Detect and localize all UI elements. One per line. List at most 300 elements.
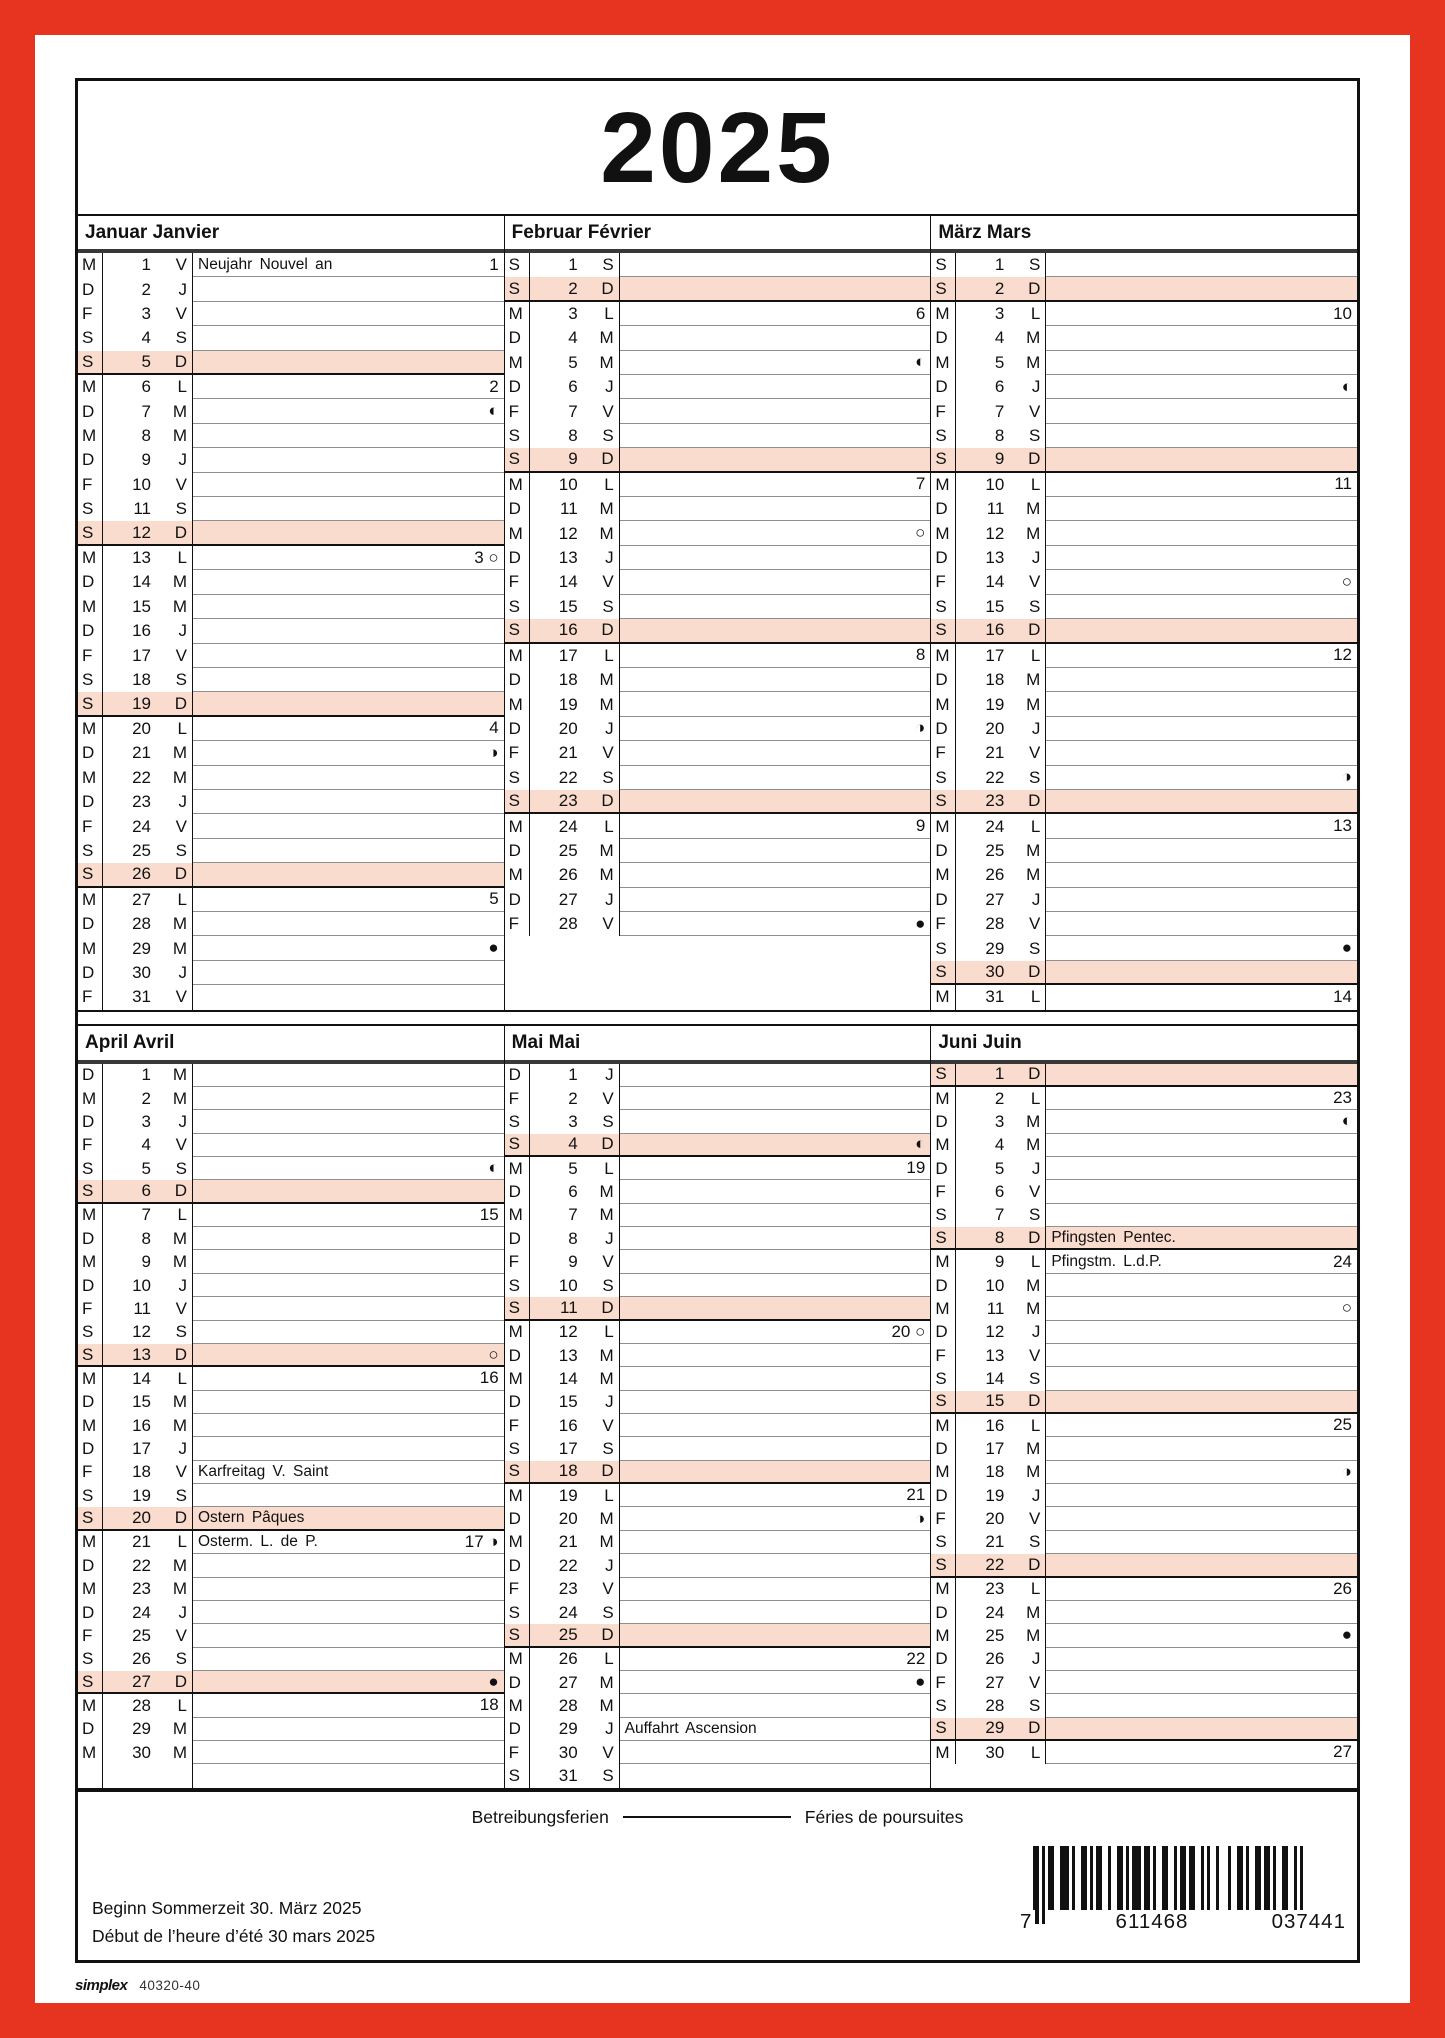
day-number: 4	[568, 1134, 578, 1154]
weekday-fr: M	[578, 1671, 620, 1694]
weekday-fr: M	[1004, 1461, 1046, 1484]
day-number: 10	[132, 474, 151, 494]
weekday-de: F	[505, 1087, 530, 1110]
weekday-fr: M	[578, 351, 620, 375]
holiday-label: Osterm. L. de P.	[198, 1532, 318, 1550]
day-row	[505, 1554, 931, 1577]
calendar-page	[35, 35, 1410, 2003]
note-area	[620, 1087, 931, 1110]
day-number: 8	[568, 426, 578, 446]
note-area	[1046, 692, 1357, 716]
weekday-de: D	[78, 1227, 103, 1250]
day-number: 31	[558, 1766, 578, 1786]
day-row	[931, 1741, 1357, 1764]
weekday-de: M	[78, 1741, 103, 1764]
weekday-de: S	[78, 497, 103, 521]
note-area	[620, 814, 931, 838]
weekday-fr: M	[1004, 668, 1046, 692]
weekday-fr: S	[578, 766, 620, 790]
month-april-avril	[78, 1026, 505, 1788]
note-area	[193, 888, 504, 912]
weekday-fr: M	[578, 1694, 620, 1717]
note-area	[1046, 1648, 1357, 1671]
moon-phase-icon: ◐	[915, 1134, 926, 1154]
day-number: 15	[985, 1391, 1005, 1411]
note-area	[193, 375, 504, 399]
months-bottom-band	[78, 1024, 1357, 1792]
day-row	[505, 1437, 931, 1460]
moon-phase-icon: ○	[1341, 1298, 1353, 1318]
note-area	[620, 1367, 931, 1390]
weekday-de: M	[78, 424, 103, 448]
day-number: 13	[132, 1344, 151, 1364]
note-area	[193, 1157, 504, 1180]
weekday-fr: L	[151, 1204, 193, 1227]
weekday-de: S	[931, 1694, 956, 1717]
note-area	[620, 1414, 931, 1437]
note-area	[620, 497, 931, 521]
day-number: 20	[132, 1508, 151, 1528]
note-area	[1046, 497, 1357, 521]
note-area	[193, 1180, 504, 1201]
day-row	[505, 521, 931, 545]
day-row	[78, 448, 504, 472]
note-area	[193, 473, 504, 497]
weekday-fr: S	[151, 668, 193, 692]
weekday-de: D	[505, 497, 530, 521]
weekday-fr: V	[1004, 1180, 1046, 1203]
day-row	[505, 1110, 931, 1133]
day-number: 9	[994, 1252, 1005, 1272]
weekday-fr: V	[578, 1578, 620, 1601]
week-number: 10	[1333, 303, 1353, 323]
day-number: 24	[558, 1602, 578, 1622]
weekday-de: S	[505, 790, 530, 812]
weekday-fr: D	[578, 1297, 620, 1318]
moon-phase-icon: ◑	[1341, 1461, 1353, 1481]
weekday-de: D	[931, 546, 956, 570]
day-number: 17	[132, 1439, 151, 1459]
weekday-fr: J	[1004, 888, 1046, 912]
day-row	[78, 888, 504, 912]
day-number: 24	[132, 1602, 151, 1622]
day-number: 30	[985, 1742, 1005, 1762]
note-area	[620, 473, 931, 497]
weekday-fr: D	[1004, 1718, 1046, 1739]
weekday-fr: V	[1004, 570, 1046, 594]
note-area	[620, 912, 931, 936]
weekday-de: S	[931, 766, 956, 790]
note-area	[620, 1531, 931, 1554]
legend-label-de: Betreibungsferien	[471, 1806, 609, 1827]
day-number: 22	[558, 1555, 578, 1575]
note-area	[1046, 790, 1357, 812]
day-row	[931, 619, 1357, 643]
day-number: 17	[985, 645, 1005, 665]
weekday-fr: L	[1004, 1414, 1046, 1437]
day-row	[505, 1344, 931, 1367]
day-row	[78, 1297, 504, 1320]
weekday-de: M	[78, 1367, 103, 1390]
note-area	[193, 936, 504, 960]
note-area	[1046, 668, 1357, 692]
day-row	[505, 1227, 931, 1250]
weekday-de: F	[505, 399, 530, 423]
weekday-fr: D	[151, 351, 193, 373]
weekday-fr: J	[151, 448, 193, 472]
dst-note-fr: Début de l’heure d’été 30 mars 2025	[92, 1926, 376, 1946]
day-number: 23	[985, 1579, 1005, 1599]
weekday-fr: L	[151, 888, 193, 912]
note-area	[1046, 1110, 1357, 1133]
note-area	[193, 1250, 504, 1273]
weekday-de: D	[931, 668, 956, 692]
weekday-fr: V	[151, 1297, 193, 1320]
weekday-de: D	[505, 888, 530, 912]
note-area	[193, 985, 504, 1009]
note-area	[1046, 1157, 1357, 1180]
weekday-fr: D	[1004, 1554, 1046, 1575]
day-row	[78, 1461, 504, 1484]
weekday-fr: S	[1004, 253, 1046, 277]
weekday-fr: M	[151, 1414, 193, 1437]
weekday-fr: J	[151, 1437, 193, 1460]
day-row	[78, 1437, 504, 1460]
month-mai-mai	[505, 1026, 932, 1788]
day-number: 18	[558, 670, 578, 690]
day-number: 9	[994, 449, 1005, 469]
weekday-de: F	[505, 1578, 530, 1601]
weekday-fr: V	[151, 644, 193, 668]
day-number: 19	[985, 694, 1005, 714]
day-number: 7	[568, 401, 578, 421]
day-number: 15	[558, 596, 578, 616]
note-area	[620, 888, 931, 912]
weekday-de: F	[505, 570, 530, 594]
weekday-fr: L	[578, 1321, 620, 1344]
week-number: 12	[1333, 645, 1353, 665]
weekday-de: S	[505, 1624, 530, 1645]
note-area	[1046, 351, 1357, 375]
weekday-fr: M	[1004, 1274, 1046, 1297]
weekday-de: M	[78, 1250, 103, 1273]
day-row	[505, 1578, 931, 1601]
weekday-de: F	[78, 302, 103, 326]
note-area	[193, 1344, 504, 1365]
weekday-de: D	[78, 961, 103, 985]
note-area	[1046, 1437, 1357, 1460]
day-row	[931, 717, 1357, 741]
day-row	[931, 253, 1357, 277]
weekday-de: F	[931, 1344, 956, 1367]
day-number: 24	[132, 816, 151, 836]
day-row	[78, 766, 504, 790]
weekday-fr: D	[578, 448, 620, 470]
note-area	[193, 814, 504, 838]
note-area	[620, 839, 931, 863]
note-area	[1046, 814, 1357, 838]
day-row	[931, 351, 1357, 375]
weekday-fr: V	[1004, 1344, 1046, 1367]
day-number: 18	[558, 1461, 578, 1481]
week-number: 6	[915, 303, 926, 323]
day-row	[931, 1414, 1357, 1437]
note-area	[620, 766, 931, 790]
day-number: 19	[132, 1485, 151, 1505]
day-number: 10	[985, 474, 1005, 494]
day-number: 31	[985, 987, 1005, 1007]
weekday-de: S	[505, 1297, 530, 1318]
day-row	[931, 1134, 1357, 1157]
blank-row	[505, 985, 931, 1009]
holiday-label: Karfreitag V. Saint	[198, 1462, 329, 1480]
note-area	[193, 1764, 504, 1787]
month-header: April Avril	[78, 1026, 504, 1064]
day-number: 17	[558, 1439, 578, 1459]
day-number: 4	[994, 328, 1005, 348]
note-area	[1046, 277, 1357, 299]
weekday-de: M	[931, 644, 956, 668]
weekday-de: D	[505, 1064, 530, 1087]
weekday-fr: M	[1004, 351, 1046, 375]
note-area	[193, 595, 504, 619]
weekday-de: D	[505, 717, 530, 741]
note-area	[1046, 375, 1357, 399]
note-area	[620, 863, 931, 887]
weekday-fr: M	[578, 1531, 620, 1554]
weekday-de: D	[505, 668, 530, 692]
weekday-fr: M	[151, 766, 193, 790]
moon-phase-icon: ●	[1341, 938, 1353, 958]
weekday-de: D	[931, 1601, 956, 1624]
day-row	[931, 1437, 1357, 1460]
day-row	[505, 1157, 931, 1180]
weekday-de: S	[505, 1461, 530, 1482]
day-row	[931, 1671, 1357, 1694]
day-number: 7	[994, 1205, 1005, 1225]
day-number: 23	[558, 791, 578, 811]
day-row	[931, 448, 1357, 472]
day-row	[931, 1321, 1357, 1344]
day-number: 14	[132, 1368, 151, 1388]
brand-line	[75, 1977, 200, 1994]
day-number: 1	[994, 1064, 1005, 1084]
note-area	[620, 619, 931, 641]
day-row	[78, 1554, 504, 1577]
note-area	[193, 1624, 504, 1647]
day-row	[931, 936, 1357, 960]
day-row	[505, 1694, 931, 1717]
day-number: 7	[994, 401, 1005, 421]
weekday-de: F	[505, 1414, 530, 1437]
day-number: 23	[985, 791, 1005, 811]
weekday-fr: S	[1004, 1204, 1046, 1227]
day-row	[505, 644, 931, 668]
day-row	[78, 1484, 504, 1507]
weekday-fr: J	[1004, 717, 1046, 741]
day-number: 17	[132, 645, 151, 665]
weekday-fr: S	[151, 1321, 193, 1344]
day-number: 11	[133, 1298, 151, 1318]
day-row	[931, 1507, 1357, 1530]
day-row	[931, 1367, 1357, 1390]
day-row	[931, 863, 1357, 887]
weekday-de: D	[931, 326, 956, 350]
day-number: 18	[132, 670, 151, 690]
weekday-de: S	[931, 1718, 956, 1739]
weekday-fr: S	[151, 839, 193, 863]
day-number: 11	[986, 499, 1005, 519]
note-area	[193, 570, 504, 594]
day-row	[505, 1134, 931, 1157]
day-row	[78, 1110, 504, 1133]
note-area	[1046, 985, 1357, 1009]
day-number: 14	[558, 572, 578, 592]
weekday-fr: J	[578, 375, 620, 399]
weekday-fr: D	[1004, 1227, 1046, 1248]
day-number: 20	[558, 718, 578, 738]
note-area	[1046, 1718, 1357, 1739]
weekday-de: M	[931, 1741, 956, 1764]
weekday-de: M	[931, 1578, 956, 1601]
day-row	[78, 375, 504, 399]
weekday-fr: D	[578, 619, 620, 641]
day-row	[78, 1274, 504, 1297]
note-area	[193, 619, 504, 643]
day-number: 4	[568, 328, 578, 348]
year-title: 2025	[600, 91, 835, 204]
weekday-de: S	[78, 1321, 103, 1344]
day-number: 3	[141, 1111, 151, 1131]
weekday-fr: J	[578, 1227, 620, 1250]
weekday-de: M	[931, 1087, 956, 1110]
weekday-fr: V	[578, 912, 620, 936]
weekday-de: F	[78, 814, 103, 838]
weekday-de: F	[78, 1624, 103, 1647]
day-row	[78, 1624, 504, 1647]
day-row	[931, 1250, 1357, 1273]
weekday-fr	[151, 1764, 193, 1787]
note-area	[620, 1461, 931, 1482]
day-row	[78, 1204, 504, 1227]
weekday-de	[505, 985, 530, 1009]
day-number: 4	[141, 1135, 151, 1155]
note-area	[1046, 473, 1357, 497]
weekday-fr: V	[578, 570, 620, 594]
weekday-de: F	[931, 912, 956, 936]
week-number: 25	[1333, 1415, 1353, 1435]
weekday-fr: D	[578, 790, 620, 812]
day-row	[505, 448, 931, 472]
weekday-de: S	[78, 1180, 103, 1201]
day-number: 13	[985, 1345, 1005, 1365]
weekday-de: S	[505, 1110, 530, 1133]
day-row	[505, 1461, 931, 1484]
week-number: 1	[489, 254, 499, 274]
weekday-de: S	[505, 1437, 530, 1460]
weekday-fr: D	[151, 1671, 193, 1692]
day-row	[505, 912, 931, 936]
day-number: 25	[985, 840, 1005, 860]
note-area	[620, 1671, 931, 1694]
weekday-de: S	[78, 1157, 103, 1180]
day-number: 7	[141, 401, 151, 421]
day-row	[505, 351, 931, 375]
day-row	[78, 1134, 504, 1157]
ean-digit-group: 611468	[1113, 1910, 1192, 1934]
weekday-de: D	[78, 741, 103, 765]
weekday-de: M	[78, 717, 103, 741]
weekday-de: S	[78, 863, 103, 885]
day-number: 29	[558, 1719, 578, 1739]
week-number: 19	[906, 1158, 926, 1178]
day-row	[78, 814, 504, 838]
weekday-de: S	[931, 1227, 956, 1248]
weekday-de: S	[931, 448, 956, 470]
weekday-fr: L	[578, 1157, 620, 1180]
day-number: 9	[141, 1252, 151, 1272]
week-number-and-moon: 17 ◑	[464, 1531, 499, 1551]
weekday-de: S	[78, 326, 103, 350]
note-area	[1046, 1297, 1357, 1320]
weekday-fr: D	[151, 1344, 193, 1365]
day-number: 6	[141, 377, 151, 397]
weekday-fr: L	[578, 644, 620, 668]
day-number: 26	[132, 1649, 151, 1669]
day-row	[505, 1718, 931, 1741]
day-number: 6	[568, 1182, 578, 1202]
day-number: 6	[568, 377, 578, 397]
weekday-de: D	[931, 839, 956, 863]
day-row	[931, 985, 1357, 1009]
weekday-de	[505, 936, 530, 960]
weekday-de: S	[931, 424, 956, 448]
weekday-fr: M	[1004, 863, 1046, 887]
weekday-de: M	[931, 521, 956, 545]
day-number: 26	[558, 865, 578, 885]
weekday-de: D	[78, 1391, 103, 1414]
day-row	[78, 253, 504, 277]
note-area	[620, 399, 931, 423]
weekday-fr: S	[1004, 1531, 1046, 1554]
day-number: 13	[132, 548, 151, 568]
weekday-fr: S	[1004, 766, 1046, 790]
moon-phase-icon: ●	[1341, 1625, 1353, 1645]
weekday-de: M	[931, 351, 956, 375]
note-area	[193, 1461, 504, 1484]
week-number: 2	[489, 376, 499, 396]
day-number: 6	[994, 377, 1005, 397]
weekday-de: M	[78, 766, 103, 790]
weekday-de: F	[505, 912, 530, 936]
note-area	[1046, 912, 1357, 936]
day-number: 8	[994, 426, 1005, 446]
weekday-fr: J	[151, 1274, 193, 1297]
day-row	[931, 277, 1357, 301]
note-area	[193, 253, 504, 277]
weekday-fr: L	[151, 375, 193, 399]
weekday-de: M	[78, 546, 103, 570]
week-number: 16	[479, 1368, 499, 1388]
weekday-de: S	[931, 1064, 956, 1085]
weekday-fr: S	[1004, 595, 1046, 619]
note-area	[620, 1694, 931, 1717]
weekday-fr: M	[151, 1578, 193, 1601]
day-row	[78, 399, 504, 423]
moon-phase-icon: ●	[915, 1672, 926, 1692]
weekday-de: D	[931, 1437, 956, 1460]
day-number: 7	[141, 1205, 151, 1225]
